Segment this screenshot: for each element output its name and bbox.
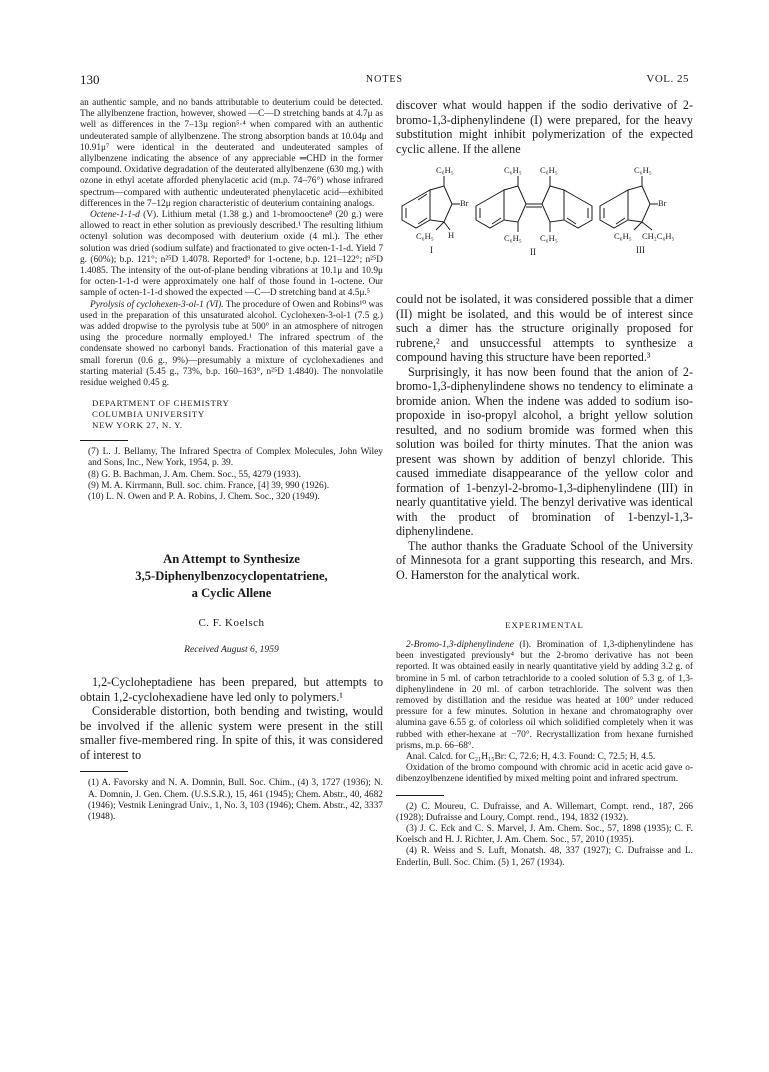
label-phenyl: C₆H₅ <box>614 231 632 241</box>
experimental-paragraph <box>396 640 693 752</box>
paragraph-octene-heading: Octene-1-1-d <box>90 210 140 221</box>
received-date: Received August 6, 1959 <box>184 644 279 656</box>
footnote: (2) C. Moureu, C. Dufraisse, and A. Willemart, Compt. rend., 187, 266 (1928); Dufraisse and Loury, Compt. rend., 194, 1832 (1932). <box>396 801 693 823</box>
acknowledgment: The author thanks the Graduate School of the University of Minnesota for a grant supporting this research, and Mrs. O. Hamerston for the analytical work. <box>396 538 693 582</box>
oxidation-paragraph: Oxidation of the bromo compound with chromic acid in acetic acid gave o-dibenzoylbenzene identified by mixed melting point and infrared spectrum. <box>396 763 693 785</box>
label-phenyl: C₆H₅ <box>504 165 522 175</box>
five-ring-IIa <box>504 186 526 222</box>
page-header <box>80 72 689 88</box>
article-title-line: 3,5-Diphenylbenzocyclopentatriene, <box>135 569 328 584</box>
affiliation-line: DEPARTMENT OF CHEMISTRY <box>92 398 230 409</box>
footnote: (3) J. C. Eck and C. S. Marvel, J. Am. Chem. Soc., 57, 1898 (1935); C. F. Koelsch and H. J. Richter, J. Am. Chem. Soc., 57, 2010 (1935). <box>396 824 693 846</box>
label-bromine: Br <box>460 198 469 208</box>
affiliation-line: NEW YORK 27, N. Y. <box>92 420 183 431</box>
five-ring-I <box>430 186 452 222</box>
label-phenyl: C₆H₅ <box>634 165 652 175</box>
label-hydrogen: H <box>448 230 455 240</box>
five-ring-IIb <box>542 186 564 222</box>
footnote: (8) G. B. Bachman, J. Am. Chem. Soc., 55, 4279 (1933). <box>88 469 302 480</box>
body-paragraph: discover what would happen if the sodio derivative of 2-bromo-1,3-diphenylindene (I) were prepared, for the heavy substitution might inhibit polymerization of the expected cyclic allene. If the allene <box>396 98 693 156</box>
footnote: (10) L. N. Owen and P. A. Robins, J. Chem. Soc., 320 (1949). <box>88 492 320 503</box>
page-number: 130 <box>80 72 100 87</box>
label-phenyl: C₆H₅ <box>540 233 558 243</box>
paragraph-continued: an authentic sample, and no bands attributable to deuterium could be detected. The allylbenzene fraction, however, showed —C—D stretching bands at 4.7μ as well as differences in the 7–13μ region⁵·⁴ when compared with an authentic undeuterated sample of allylbenzene. The strong absorption bands at 10.04μ and 10.91μ⁷ were identical in the deuterated and undeuterated samples of allylbenzene indicating the absence of any appreciable ═CHD in the former compound. Oxidative degradation of the deuterated allylbenzene (630 mg.) with ozone in ethyl acetate afforded phenylacetic acid (m.p. 74–76°) whose infrared spectrum—compared with authentic undeuterated phenylacetic acid—exhibited differences in the 7–12μ region characteristic of deuterium containing analogs. <box>80 98 383 209</box>
footnote: (9) M. A. Kirrmann, Bull. soc. chim. France, [4] 39, 990 (1926). <box>88 480 330 491</box>
label-benzyl: CH₂C₆H₅ <box>642 231 675 241</box>
left-column <box>80 98 383 823</box>
footnotes-right <box>396 802 693 869</box>
experimental-heading-italic: 2-Bromo-1,3-diphenylindene <box>406 640 514 650</box>
author: C. F. Koelsch <box>198 617 265 630</box>
experimental-text: (I). Bromination of 1,3-diphenylindene has been investigated previously⁴ but the 2-bromo derivative has not been reported. It was obtained easily in nearly quantitative yield by adding 3.2 g. of bromine in 5 ml. of carbon tetrachloride to a cooled solution of 5.3 g. of 1,3-diphenylindene in 20 ml. of carbon tetrachloride. The solvent was then removed by distillation and the residue was heated at 100° under reduced pressure for a few minutes. Solution in hexane and chromatography over alumina gave 6.55 g. of colorless oil which solidified completely when it was rubbed with ether-hexane at −70°. Recrystallization from hexane furnished prisms, m.p. 66–68°. <box>396 640 693 751</box>
volume-label: VOL. 25 <box>646 73 689 85</box>
footnote: (1) A. Favorsky and N. A. Domnin, Bull. Soc. Chim., (4) 3, 1727 (1936); N. A. Domnin, J. Gen. Chem. (U.S.S.R.), 15, 461 (1945); Chem. Abstr., 40, 4682 (1946); Vestnik Leningrad Univ., 1, No. 3, 103 (1946); Chem. Abstr., 42, 3337 (1948). <box>88 778 383 822</box>
paragraph-pyrolysis-text: The procedure of Owen and Robins¹⁰ was used in the preparation of this unsaturated alcohol. Cyclohexen-3-ol-1 (7.5 g.) was added dropwise to the pyrolysis tube at 500° in an atmosphere of nitrogen using the procedure normally employed.¹ The infrared spectrum of the condensate showed no carbonyl bands. Fractionation of this material gave a small forerun (0.6 g., 9%)—presumably a mixture of cyclohexadienes and starting material (5.45 g., 73%, b.p. 160–163°, n²⁵D 1.4840). The nonvolatile residue weighed 0.45 g. <box>80 299 383 389</box>
right-column <box>396 98 693 869</box>
compound-number-II: II <box>530 247 536 257</box>
footnote: (7) L. J. Bellamy, The Infrared Spectra of Complex Molecules, John Wiley and Sons, Inc., New York, 1954, p. 39. <box>88 447 383 469</box>
affiliation-line: COLUMBIA UNIVERSITY <box>92 409 205 420</box>
article-title-line: An Attempt to Synthesize <box>163 552 300 567</box>
compound-number-I: I <box>430 245 433 255</box>
body-paragraph: could not be isolated, it was considered possible that a dimer (II) might be isolated, and this would be of interest since such a dimer has the structure originally proposed for rubrene,² and unsuccessful attempts to synthesize a compound having this structure have been reported.³ <box>396 292 693 364</box>
analysis-line: Anal. Calcd. for C₂₁H₁₅Br: C, 72.6; H, 4.3. Found: C, 72.5; H, 4.5. <box>406 752 656 763</box>
body-paragraph: 1,2-Cycloheptadiene has been prepared, but attempts to obtain 1,2-cyclohexadiene have led only to polymers.¹ <box>80 675 383 704</box>
section-title: NOTES <box>365 74 404 85</box>
footnotes-left <box>80 447 383 503</box>
label-phenyl: C₆H₅ <box>540 165 558 175</box>
label-phenyl: C₆H₅ <box>416 231 434 241</box>
label-phenyl: C₆H₅ <box>504 233 522 243</box>
footnote-rule <box>80 440 128 441</box>
experimental-heading: EXPERIMENTAL <box>505 620 584 630</box>
footnote-rule <box>396 795 444 796</box>
paragraph-pyrolysis <box>80 300 383 390</box>
label-phenyl: C₆H₅ <box>436 165 454 175</box>
footnote: (4) R. Weiss and S. Luft, Monatsh. 48, 337 (1927); C. Dufraisse and L. Enderlin, Bull. Soc. Chim. (5) 1, 267 (1934). <box>396 846 693 868</box>
article-title-line: a Cyclic Allene <box>191 586 272 601</box>
paragraph-pyrolysis-heading: Pyrolysis of cyclohexen-3-ol-1 (VI). <box>90 299 224 310</box>
label-bromine: Br <box>658 198 667 208</box>
footnote-rule <box>80 771 128 772</box>
body-paragraph: Considerable distortion, both bending and twisting, would be involved if the allenic system were present in the still smaller five-membered ring. In spite of this, it was considered of interest to <box>80 704 383 762</box>
compound-number-III: III <box>636 245 645 255</box>
footnote-1 <box>80 778 383 823</box>
paragraph-octene <box>80 210 383 300</box>
chemical-structures <box>396 162 693 288</box>
body-paragraph: Surprisingly, it has now been found that the anion of 2-bromo-1,3-diphenylindene shows no tendency to eliminate a bromide anion. When the indene was added to sodium iso-propoxide in iso-propyl alcohol, a bright yellow solution resulted, and no sodium bromide was formed when this solution was boiled for thirty minutes. That the anion was present was shown by addition of benzyl chloride. This caused immediate disappearance of the yellow color and formation of 1-benzyl-2-bromo-1,3-diphenylindene (III) in nearly quantitative yield. The benzyl derivative was identical with the product of bromination of 1-benzyl-1,3-diphenylindene. <box>396 364 693 538</box>
structure-drawing <box>396 162 693 288</box>
article-title <box>80 551 383 602</box>
affiliation <box>92 398 383 431</box>
five-ring-III <box>628 186 650 222</box>
paragraph-octene-text: (V). Lithium metal (1.38 g.) and 1-bromooctene⁸ (20 g.) were allowed to react in ether solution as previously described.¹ The resulting lithium octenyl solution was decomposed with deuterium oxide (4 ml.). The ether solution was dried (sodium sulfate) and fractionated to give octen-1-1-d. Yield 7 g. (60%); b.p. 121°; n²⁵D 1.4078. Reported⁹ for 1-octene, b.p. 121–122°; n²⁵D 1.4085. The intensity of the out-of-plane bending vibrations at 10.1μ and 10.9μ for octen-1-1-d were approximately one half of those found in 1-octene. Our sample of octen-1-1-d showed the expected —C—D stretching band at 4.5μ.⁵ <box>80 210 383 299</box>
